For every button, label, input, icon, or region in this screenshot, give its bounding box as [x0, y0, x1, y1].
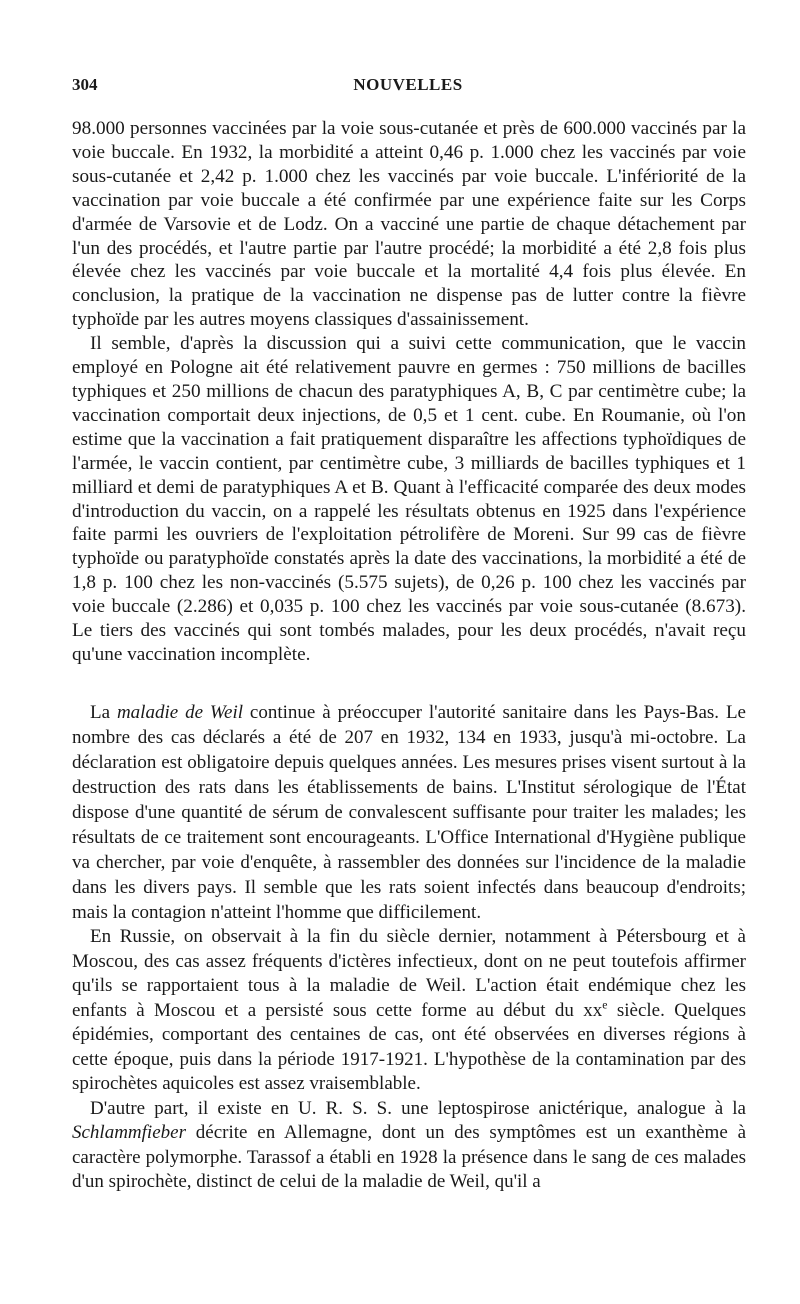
text-run: En Russie, on observait à la fin du siècle dernier, notamment à Pétersbourg et à Moscou, des cas assez fréquents d'ictères infectieux, dont on ne peut toutefois affirmer qu'ils se rapportaient tous à la maladie de Weil. L'action était endémique chez les enfants à Moscou et a persisté sous cette forme au début du xx: [72, 926, 746, 1021]
paragraph-continuation: 98.000 personnes vaccinées par la voie sous-cutanée et près de 600.000 vaccinés par la voie buccale. En 1932, la morbidité a atteint 0,46 p. 1.000 chez les vaccinés par voie sous-cutanée et 2,42 p. 1.000 chez les vaccinés par voie buccale. L'infériorité de la vaccination par voie buccale a été confirmée par une expérience faite sur les Corps d'armée de Varsovie et de Lodz. On a vacciné une partie de chaque détachement par l'un des procédés, et l'autre partie par l'autre procédé; la morbidité a été 2,8 fois plus élevée chez les vaccinés par voie buccale et la mortalité 4,4 fois plus élevée. En conclusion, la pratique de la vaccination ne dispense pas de lutter contre la fièvre typhoïde par les autres moyens classiques d'assainissement.: [72, 118, 746, 331]
paragraph-weil-russia: [72, 925, 746, 1097]
paragraph-leptospirosis-ussr: [72, 1097, 746, 1195]
text-run: continue à préoccuper l'autorité sanitaire dans les Pays-Bas. Le nombre des cas déclarés a été de 207 en 1932, 134 en 1933, jusqu'à mi-octobre. La déclaration est obligatoire depuis quelques années. Les mesures prises visent surtout à la destruction des rats dans les établissements de bains. L'Institut sérologique de l'État dispose d'une quantité de sérum de convalescent suffisante pour traiter les malades; les résultats de ce traitement sont encourageants. L'Office International d'Hygiène publique va chercher, par voie d'enquête, à rassembler des données sur l'incidence de la maladie dans les divers pays. Il semble que les rats soient infectés dans beaucoup d'endroits; mais la contagion n'atteint l'homme que difficilement.: [72, 702, 746, 923]
page-number: 304: [72, 75, 98, 94]
text-block-vaccination: [72, 117, 746, 667]
italic-term-schlammfieber: Schlammfieber: [72, 1122, 186, 1143]
running-title: NOUVELLES: [353, 75, 463, 94]
text-block-weil-disease: [72, 700, 746, 1195]
page-header: [72, 74, 744, 100]
text-run: décrite en Allemagne, dont un des symptômes est un exanthème à caractère polymorphe. Tarassof a établi en 1928 la présence dans le sang de ces malades d'un spirochète, distinct de celui de la maladie de Weil, qu'il a: [72, 1122, 746, 1192]
text-run: La: [90, 702, 117, 723]
century-superscript: e: [602, 998, 608, 1012]
paragraph-weil-netherlands: [72, 700, 746, 925]
text-run: siècle. Quelques épidémies, comportant des centaines de cas, ont été observées en diverses régions à cette époque, puis dans la période 1917-1921. L'hypothèse de la contamination par des spirochètes aquicoles est assez vraisemblable.: [72, 999, 746, 1094]
paragraph-discussion: Il semble, d'après la discussion qui a suivi cette communication, que le vaccin employé en Pologne ait été relativement pauvre en germes : 750 millions de bacilles typhiques et 250 millions de chacun des paratyphiques A, B, C par centimètre cube; la vaccination comportait deux injections, de 0,5 et 1 cent. cube. En Roumanie, où l'on estime que la vaccination a fait pratiquement disparaître les affections typhoïdiques de l'armée, le vaccin contient, par centimètre cube, 3 milliards de bacilles typhiques et 1 milliard et demi de paratyphiques A et B. Quant à l'efficacité comparée des deux modes d'introduction du vaccin, on a rappelé les résultats obtenus en 1925 dans l'expérience faite parmi les ouvriers de l'exploitation pétrolifère de Moreni. Sur 99 cas de fièvre typhoïde ou paratyphoïde constatés après la date des vaccinations, la morbidité a été de 1,8 p. 100 chez les non-vaccinés (5.575 sujets), de 0,26 p. 100 chez les vaccinés par voie buccale (2.286) et 0,035 p. 100 chez les vaccinés par voie sous-cutanée (8.673). Le tiers des vaccinés qui sont tombés malades, pour les deux procédés, n'avait reçu qu'une vaccination incomplète.: [72, 333, 746, 665]
text-run: D'autre part, il existe en U. R. S. S. une leptospirose anictérique, analogue à la: [90, 1097, 746, 1119]
italic-term-maladie-de-weil: maladie de Weil: [116, 702, 243, 723]
